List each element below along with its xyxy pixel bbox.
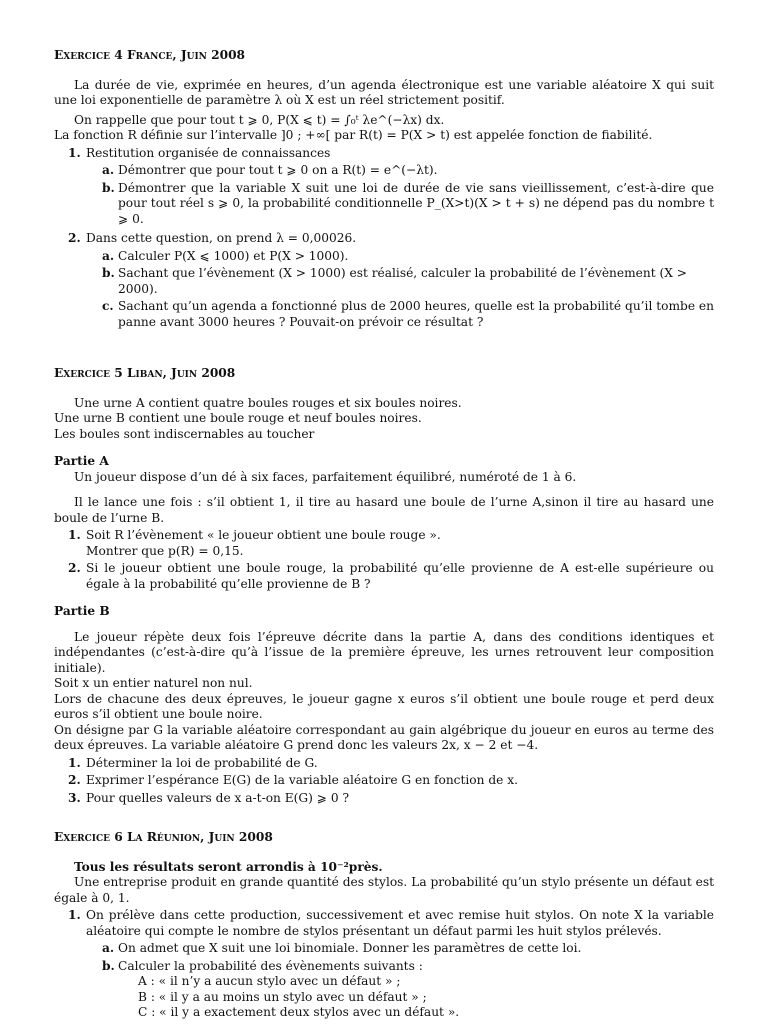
list-item: b. Calculer la probabilité des évènements suivants : A : « il n’y a aucun stylo avec un défaut » ; B : « il y a au moins un stylo avec un défaut » ; C : « il y a exactement deux stylos avec un défaut ». xyxy=(102,959,714,1021)
list-item: a. On admet que X suit une loi binomiale. Donner les paramètres de cette loi. xyxy=(102,941,582,955)
part-a-title: Partie A xyxy=(54,454,109,468)
list-item: b. Démontrer que la variable X suit une loi de durée de vie sans vieillissement, c’est-à-dire que pour tout réel s ⩾ 0, la probabilité conditionnelle P_(X>t)(X > t + s) ne dépend pas du nombre t ⩾ 0. xyxy=(102,180,714,226)
part-a-p2: Il le lance une fois : s’il obtient 1, il tire au hasard une boule de l’urne A,sinon il tire au hasard une boule de l’urne B. xyxy=(54,495,714,525)
list-item: 1. Restitution organisée de connaissances a. Démontrer que pour tout t ⩾ 0 on a R(t) = e^(−λt). b. Démontrer que la variable X suit une loi de durée de vie sans vieillissement, c’est-à-dire que pour tout réel s ⩾ 0, la probabilité conditionnelle P_(X>t)(X > t + s) ne dépend pas du nombre t ⩾ 0. xyxy=(68,145,714,226)
event-b: B : « il y a au moins un stylo avec un défaut » ; xyxy=(138,989,427,1004)
ex5-urne-b: Une urne B contient une boule rouge et neuf boules noires. xyxy=(54,411,422,425)
ex4-intro: La durée de vie, exprimée en heures, d’un agenda électronique est une variable aléatoire X qui suit une loi exponentielle de paramètre λ où X est un réel strictement positif. xyxy=(54,77,714,107)
ex6-list xyxy=(68,908,714,1023)
event-c: C : « il y a exactement deux stylos avec un défaut ». xyxy=(138,1005,460,1019)
exercise-4-title: Exercice 4 France, Juin 2008 xyxy=(54,48,246,62)
part-a-p1: Un joueur dispose d’un dé à six faces, parfaitement équilibré, numéroté de 1 à 6. xyxy=(74,469,577,484)
part-b-p4: On désigne par G la variable aléatoire correspondant au gain algébrique du joueur en euros au terme des deux épreuves. La variable aléatoire G prend donc les valeurs 2x, x − 2 et −4. xyxy=(54,722,714,752)
part-b-title: Partie B xyxy=(54,604,110,618)
list-item: 2. Exprimer l’espérance E(G) de la variable aléatoire G en fonction de x. xyxy=(68,773,518,787)
part-b-p2: Soit x un entier naturel non nul. xyxy=(54,676,253,690)
ex5-urne-a: Une urne A contient quatre boules rouges et six boules noires. xyxy=(74,395,462,410)
list-item: b. Sachant que l’évènement (X > 1000) est réalisé, calculer la probabilité de l’évènement (X > 2000). xyxy=(102,266,688,296)
ex5-indiscernables: Les boules sont indiscernables au toucher xyxy=(54,426,315,441)
exercise-6-title: Exercice 6 La Réunion, Juin 2008 xyxy=(54,830,273,844)
ex4-fiabilite: La fonction R définie sur l’intervalle ]0 ; +∞[ par R(t) = P(X > t) est appelée fonction de fiabilité. xyxy=(54,128,653,142)
list-item: 3. Pour quelles valeurs de x a-t-on E(G) ⩾ 0 ? xyxy=(68,790,350,805)
ex4-list xyxy=(68,146,714,333)
list-item: 1. Soit R l’évènement « le joueur obtient une boule rouge ». Montrer que p(R) = 0,15. xyxy=(68,528,441,558)
list-item: 2. Si le joueur obtient une boule rouge, la probabilité qu’elle provienne de A est-elle supérieure ou égale à la probabilité qu’elle provienne de B ? xyxy=(68,561,714,591)
list-item: 2. Dans cette question, on prend λ = 0,00026. a. Calculer P(X ⩽ 1000) et P(X > 1000). b. Sachant que l’évènement (X > 1000) est réalisé, calculer la probabilité de l’évènement (X > 2000). c. Sachant qu’un agenda a fonctionné plus de 2000 heures, quelle est la probabilité qu’il tombe en panne avant 3000 heures ? Pouvait-on prévoir ce résultat ? xyxy=(68,231,714,329)
list-item: c. Sachant qu’un agenda a fonctionné plus de 2000 heures, quelle est la probabilité qu’il tombe en panne avant 3000 heures ? Pouvait-on prévoir ce résultat ? xyxy=(102,299,714,329)
part-b-p1: Le joueur répète deux fois l’épreuve décrite dans la partie A, dans des conditions identiques et indépendantes (c’est-à-dire qu’à l’issue de la première épreuve, les urnes retrouvent leur composition initiale). xyxy=(54,629,714,675)
part-b-list xyxy=(68,756,714,807)
event-a: A : « il n’y a aucun stylo avec un défaut » ; xyxy=(138,974,401,988)
ex6-intro: Une entreprise produit en grande quantité des stylos. La probabilité qu’un stylo présente un défaut est égale à 0, 1. xyxy=(54,875,714,905)
exercise-5-title: Exercice 5 Liban, Juin 2008 xyxy=(54,366,236,380)
part-a-list xyxy=(68,528,714,592)
ex6-arrondi: Tous les résultats seront arrondis à 10⁻²près. xyxy=(74,859,383,874)
part-b-p3: Lors de chacune des deux épreuves, le joueur gagne x euros s’il obtient une boule rouge et perd deux euros s’il obtient une boule noire. xyxy=(54,691,714,721)
list-item: a. Calculer P(X ⩽ 1000) et P(X > 1000). xyxy=(102,248,349,263)
list-item: 1. Déterminer la loi de probabilité de G. xyxy=(68,755,318,770)
ex4-recall: On rappelle que pour tout t ⩾ 0, P(X ⩽ t) = ∫₀ᵗ λe^(−λx) dx. xyxy=(74,112,445,127)
list-item: 1. On prélève dans cette production, successivement et avec remise huit stylos. On note X la variable aléatoire qui compte le nombre de stylos présentant un défaut parmi les huit stylos prélevés. a. On admet que X suit une loi binomiale. Donner les paramètres de cette loi. b. Calculer la probabilité des évènements suivants : A : « il n’y a aucun stylo avec un défaut » ; B : « il y a au moins un stylo avec un défaut » ; C : « il y a exactement deux stylos avec un défaut ». xyxy=(68,908,714,1019)
list-item: a. Démontrer que pour tout t ⩾ 0 on a R(t) = e^(−λt). xyxy=(102,163,438,177)
